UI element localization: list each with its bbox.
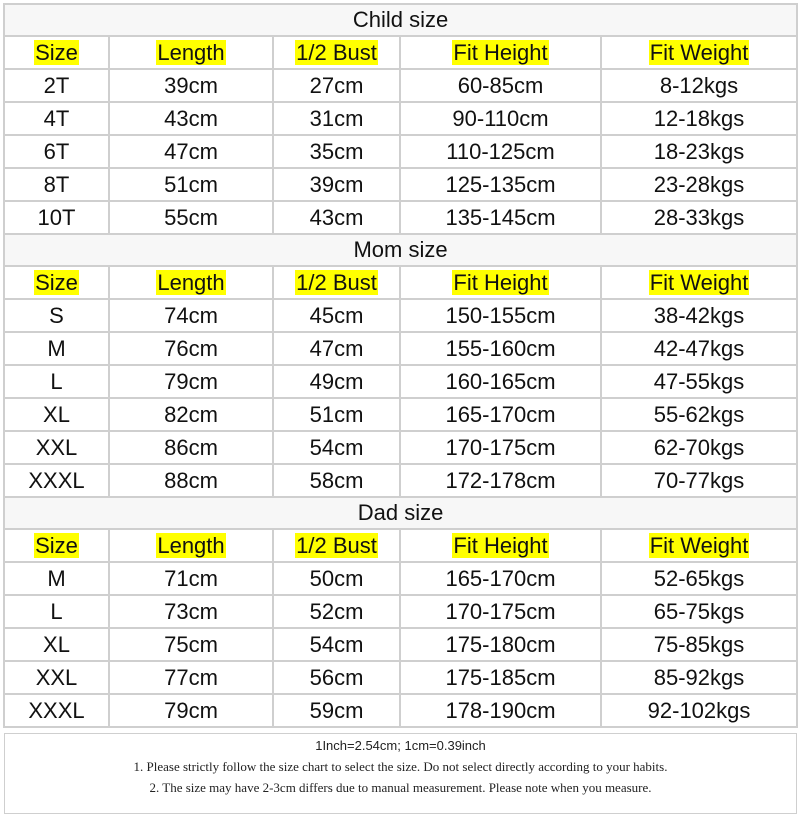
header-size-cell <box>4 266 109 299</box>
cell-half-bust: 59cm <box>273 694 400 727</box>
table-row <box>4 102 797 135</box>
cell-size: L <box>4 595 109 628</box>
header-fit-weight: Fit Weight <box>649 532 749 558</box>
section-title-cell <box>4 4 797 36</box>
header-length: Length <box>157 532 225 558</box>
cell-fit-height: 175-180cm <box>400 628 601 661</box>
cell-size: S <box>4 299 109 332</box>
section-title-cell <box>4 497 797 529</box>
header-half-bust-cell <box>273 266 400 299</box>
cell-size: XXL <box>4 431 109 464</box>
section-title: Mom size <box>353 237 448 262</box>
table-row <box>4 431 797 464</box>
cell-size: 10T <box>4 201 109 234</box>
table-row <box>4 299 797 332</box>
cell-half-bust: 27cm <box>273 69 400 102</box>
cell-fit-weight: 55-62kgs <box>601 398 797 431</box>
cell-length: 51cm <box>109 168 273 201</box>
section-title-row <box>4 497 797 529</box>
cell-size: M <box>4 562 109 595</box>
header-half-bust: 1/2 Bust <box>296 532 377 558</box>
column-header-row <box>4 529 797 562</box>
note-follow-chart: 1. Please strictly follow the size chart to select the size. Do not select directly according to your habits. <box>133 759 668 774</box>
cell-fit-weight: 92-102kgs <box>601 694 797 727</box>
cell-fit-height: 160-165cm <box>400 365 601 398</box>
cell-fit-height: 170-175cm <box>400 595 601 628</box>
cell-half-bust: 35cm <box>273 135 400 168</box>
section-title: Child size <box>352 7 449 32</box>
table-row <box>4 398 797 431</box>
cell-size: 6T <box>4 135 109 168</box>
cell-fit-weight: 65-75kgs <box>601 595 797 628</box>
cell-fit-weight: 12-18kgs <box>601 102 797 135</box>
cell-length: 82cm <box>109 398 273 431</box>
cell-length: 79cm <box>109 694 273 727</box>
cell-half-bust: 56cm <box>273 661 400 694</box>
cell-half-bust: 58cm <box>273 464 400 497</box>
table-row <box>4 168 797 201</box>
cell-size: 8T <box>4 168 109 201</box>
cell-fit-weight: 62-70kgs <box>601 431 797 464</box>
cell-fit-weight: 38-42kgs <box>601 299 797 332</box>
header-fit-height: Fit Height <box>453 269 548 295</box>
cell-fit-height: 165-170cm <box>400 398 601 431</box>
cell-fit-height: 170-175cm <box>400 431 601 464</box>
cell-half-bust: 54cm <box>273 431 400 464</box>
header-fit-weight-cell <box>601 529 797 562</box>
cell-fit-weight: 70-77kgs <box>601 464 797 497</box>
header-length: Length <box>157 39 225 65</box>
cell-length: 55cm <box>109 201 273 234</box>
header-length-cell <box>109 36 273 69</box>
cell-length: 39cm <box>109 69 273 102</box>
cell-fit-height: 172-178cm <box>400 464 601 497</box>
cell-half-bust: 51cm <box>273 398 400 431</box>
header-fit-weight-cell <box>601 266 797 299</box>
cell-half-bust: 52cm <box>273 595 400 628</box>
cell-length: 88cm <box>109 464 273 497</box>
cell-fit-height: 150-155cm <box>400 299 601 332</box>
cell-fit-weight: 47-55kgs <box>601 365 797 398</box>
section-title-cell <box>4 234 797 266</box>
cell-fit-height: 165-170cm <box>400 562 601 595</box>
cell-fit-weight: 23-28kgs <box>601 168 797 201</box>
table-row <box>4 201 797 234</box>
cell-length: 79cm <box>109 365 273 398</box>
header-fit-height-cell <box>400 36 601 69</box>
cell-half-bust: 39cm <box>273 168 400 201</box>
cell-half-bust: 45cm <box>273 299 400 332</box>
table-row <box>4 69 797 102</box>
header-half-bust: 1/2 Bust <box>296 269 377 295</box>
cell-half-bust: 54cm <box>273 628 400 661</box>
header-size: Size <box>35 532 78 558</box>
cell-fit-weight: 8-12kgs <box>601 69 797 102</box>
cell-size: 2T <box>4 69 109 102</box>
cell-fit-height: 178-190cm <box>400 694 601 727</box>
cell-fit-height: 125-135cm <box>400 168 601 201</box>
cell-length: 75cm <box>109 628 273 661</box>
cell-length: 77cm <box>109 661 273 694</box>
cell-fit-height: 90-110cm <box>400 102 601 135</box>
header-fit-weight-cell <box>601 36 797 69</box>
cell-half-bust: 50cm <box>273 562 400 595</box>
cell-size: M <box>4 332 109 365</box>
cell-fit-height: 175-185cm <box>400 661 601 694</box>
header-size: Size <box>35 39 78 65</box>
header-fit-weight: Fit Weight <box>649 39 749 65</box>
cell-half-bust: 31cm <box>273 102 400 135</box>
cell-length: 43cm <box>109 102 273 135</box>
cell-length: 71cm <box>109 562 273 595</box>
header-fit-height: Fit Height <box>453 39 548 65</box>
section-title: Dad size <box>357 500 444 525</box>
cell-length: 73cm <box>109 595 273 628</box>
cell-fit-weight: 75-85kgs <box>601 628 797 661</box>
cell-half-bust: 47cm <box>273 332 400 365</box>
header-length-cell <box>109 266 273 299</box>
note-measurement-tolerance: 2. The size may have 2-3cm differs due to manual measurement. Please note when you measure. <box>149 780 652 795</box>
unit-conversion: 1Inch=2.54cm; 1cm=0.39inch <box>315 738 486 753</box>
cell-half-bust: 43cm <box>273 201 400 234</box>
cell-fit-height: 155-160cm <box>400 332 601 365</box>
cell-fit-weight: 52-65kgs <box>601 562 797 595</box>
table-row <box>4 365 797 398</box>
table-row <box>4 464 797 497</box>
section-title-row <box>4 4 797 36</box>
cell-half-bust: 49cm <box>273 365 400 398</box>
table-row <box>4 628 797 661</box>
cell-fit-weight: 28-33kgs <box>601 201 797 234</box>
table-row <box>4 661 797 694</box>
cell-fit-height: 110-125cm <box>400 135 601 168</box>
cell-size: XXL <box>4 661 109 694</box>
header-half-bust-cell <box>273 529 400 562</box>
cell-length: 74cm <box>109 299 273 332</box>
cell-fit-weight: 18-23kgs <box>601 135 797 168</box>
header-length: Length <box>157 269 225 295</box>
header-length-cell <box>109 529 273 562</box>
size-chart-table <box>3 3 798 728</box>
header-fit-weight: Fit Weight <box>649 269 749 295</box>
cell-size: XL <box>4 398 109 431</box>
cell-length: 86cm <box>109 431 273 464</box>
cell-size: XXXL <box>4 694 109 727</box>
table-row <box>4 135 797 168</box>
cell-length: 47cm <box>109 135 273 168</box>
table-row <box>4 332 797 365</box>
header-half-bust: 1/2 Bust <box>296 39 377 65</box>
header-fit-height: Fit Height <box>453 532 548 558</box>
section-title-row <box>4 234 797 266</box>
table-row <box>4 595 797 628</box>
header-size-cell <box>4 529 109 562</box>
cell-fit-height: 135-145cm <box>400 201 601 234</box>
cell-size: XL <box>4 628 109 661</box>
header-fit-height-cell <box>400 529 601 562</box>
header-half-bust-cell <box>273 36 400 69</box>
column-header-row <box>4 266 797 299</box>
table-row <box>4 562 797 595</box>
size-chart-notes <box>4 733 797 814</box>
header-size-cell <box>4 36 109 69</box>
cell-size: L <box>4 365 109 398</box>
header-size: Size <box>35 269 78 295</box>
column-header-row <box>4 36 797 69</box>
cell-size: XXXL <box>4 464 109 497</box>
cell-fit-height: 60-85cm <box>400 69 601 102</box>
header-fit-height-cell <box>400 266 601 299</box>
table-row <box>4 694 797 727</box>
cell-fit-weight: 85-92kgs <box>601 661 797 694</box>
cell-fit-weight: 42-47kgs <box>601 332 797 365</box>
cell-length: 76cm <box>109 332 273 365</box>
cell-size: 4T <box>4 102 109 135</box>
